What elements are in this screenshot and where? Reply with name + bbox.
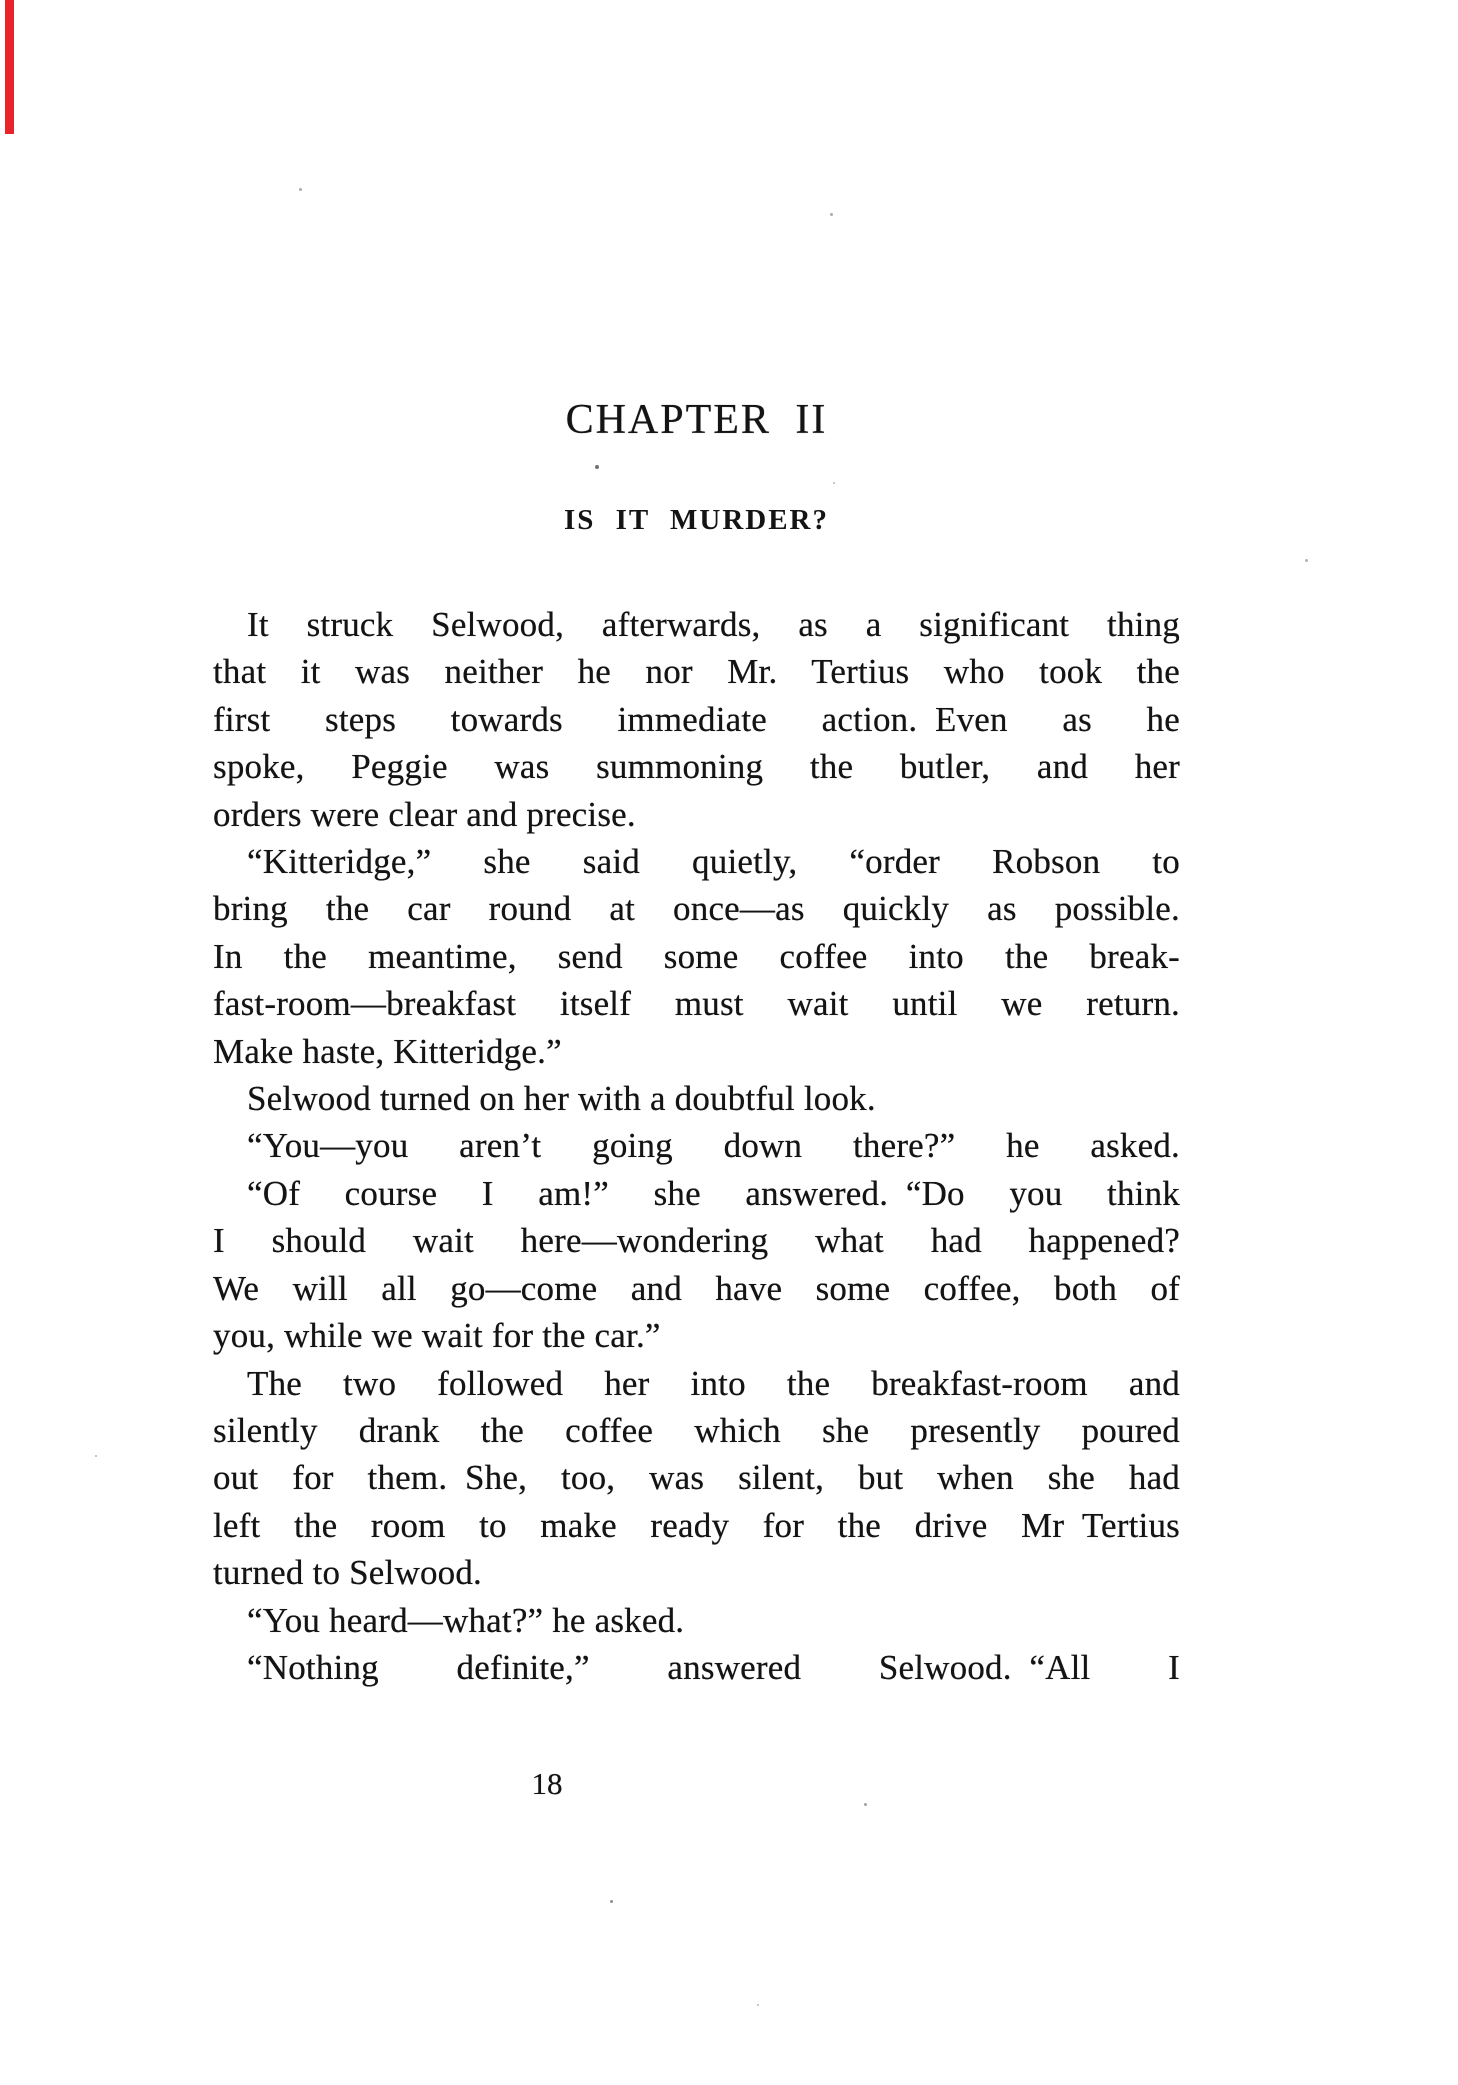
text-line: The two followed her into the breakfast-room and [247, 1363, 1180, 1403]
text-line: I should wait here—wondering what had happened? [213, 1221, 1180, 1261]
scan-speck [1305, 559, 1308, 562]
scan-speck [610, 1900, 613, 1903]
paragraph [213, 1075, 1180, 1122]
text-line: orders were clear and precise. [213, 794, 636, 834]
scan-edge-artifact [5, 0, 14, 134]
text-line: left the room to make ready for the drive Mr Tertius [213, 1505, 1180, 1545]
paragraph [213, 1360, 1180, 1597]
page-number: 18 [531, 1766, 563, 1801]
paragraph [213, 838, 1180, 1075]
text-line: silently drank the coffee which she presently poured [213, 1410, 1180, 1450]
text-line: “Kitteridge,” she said quietly, “order Robson to [247, 842, 1180, 882]
text-line: “Nothing definite,” answered Selwood. “All I [247, 1647, 1180, 1687]
scan-speck [830, 213, 833, 216]
scan-speck [864, 1803, 867, 1806]
scan-speck [833, 482, 835, 484]
text-line: fast-room—breakfast itself must wait until we return. [213, 984, 1180, 1024]
text-line: Selwood turned on her with a doubtful look. [247, 1079, 876, 1119]
paragraph [213, 1170, 1180, 1360]
scan-speck [95, 1455, 97, 1457]
text-line: “Of course I am!” she answered. “Do you think [247, 1173, 1180, 1213]
text-line: you, while we wait for the car.” [213, 1316, 661, 1356]
text-line: out for them. She, too, was silent, but when she had [213, 1458, 1180, 1498]
body-text [213, 601, 1180, 1691]
paragraph [213, 601, 1180, 838]
text-line: We will all go—come and have some coffee, both of [213, 1268, 1180, 1308]
text-line: Make haste, Kitteridge.” [213, 1031, 562, 1071]
scan-speck [299, 188, 302, 191]
paragraph [213, 1597, 1180, 1644]
chapter-heading: CHAPTER II [565, 397, 828, 443]
text-line: first steps towards immediate action. Even as he [213, 699, 1180, 739]
scan-speck [595, 465, 599, 469]
text-line: In the meantime, send some coffee into the break- [213, 936, 1180, 976]
chapter-subtitle: IS IT MURDER? [563, 504, 829, 536]
text-line: turned to Selwood. [213, 1553, 482, 1593]
scan-speck [757, 2004, 759, 2006]
text-line: It struck Selwood, afterwards, as a significant thing [247, 605, 1180, 644]
text-line: spoke, Peggie was summoning the butler, and her [213, 747, 1180, 787]
text-line: bring the car round at once—as quickly as possible. [213, 889, 1180, 929]
text-line: that it was neither he nor Mr. Tertius who took the [213, 652, 1180, 692]
text-line: “You—you aren’t going down there?” he asked. [247, 1126, 1180, 1166]
paragraph [213, 1644, 1180, 1691]
paragraph [213, 1122, 1180, 1169]
text-line: “You heard—what?” he asked. [247, 1600, 685, 1640]
